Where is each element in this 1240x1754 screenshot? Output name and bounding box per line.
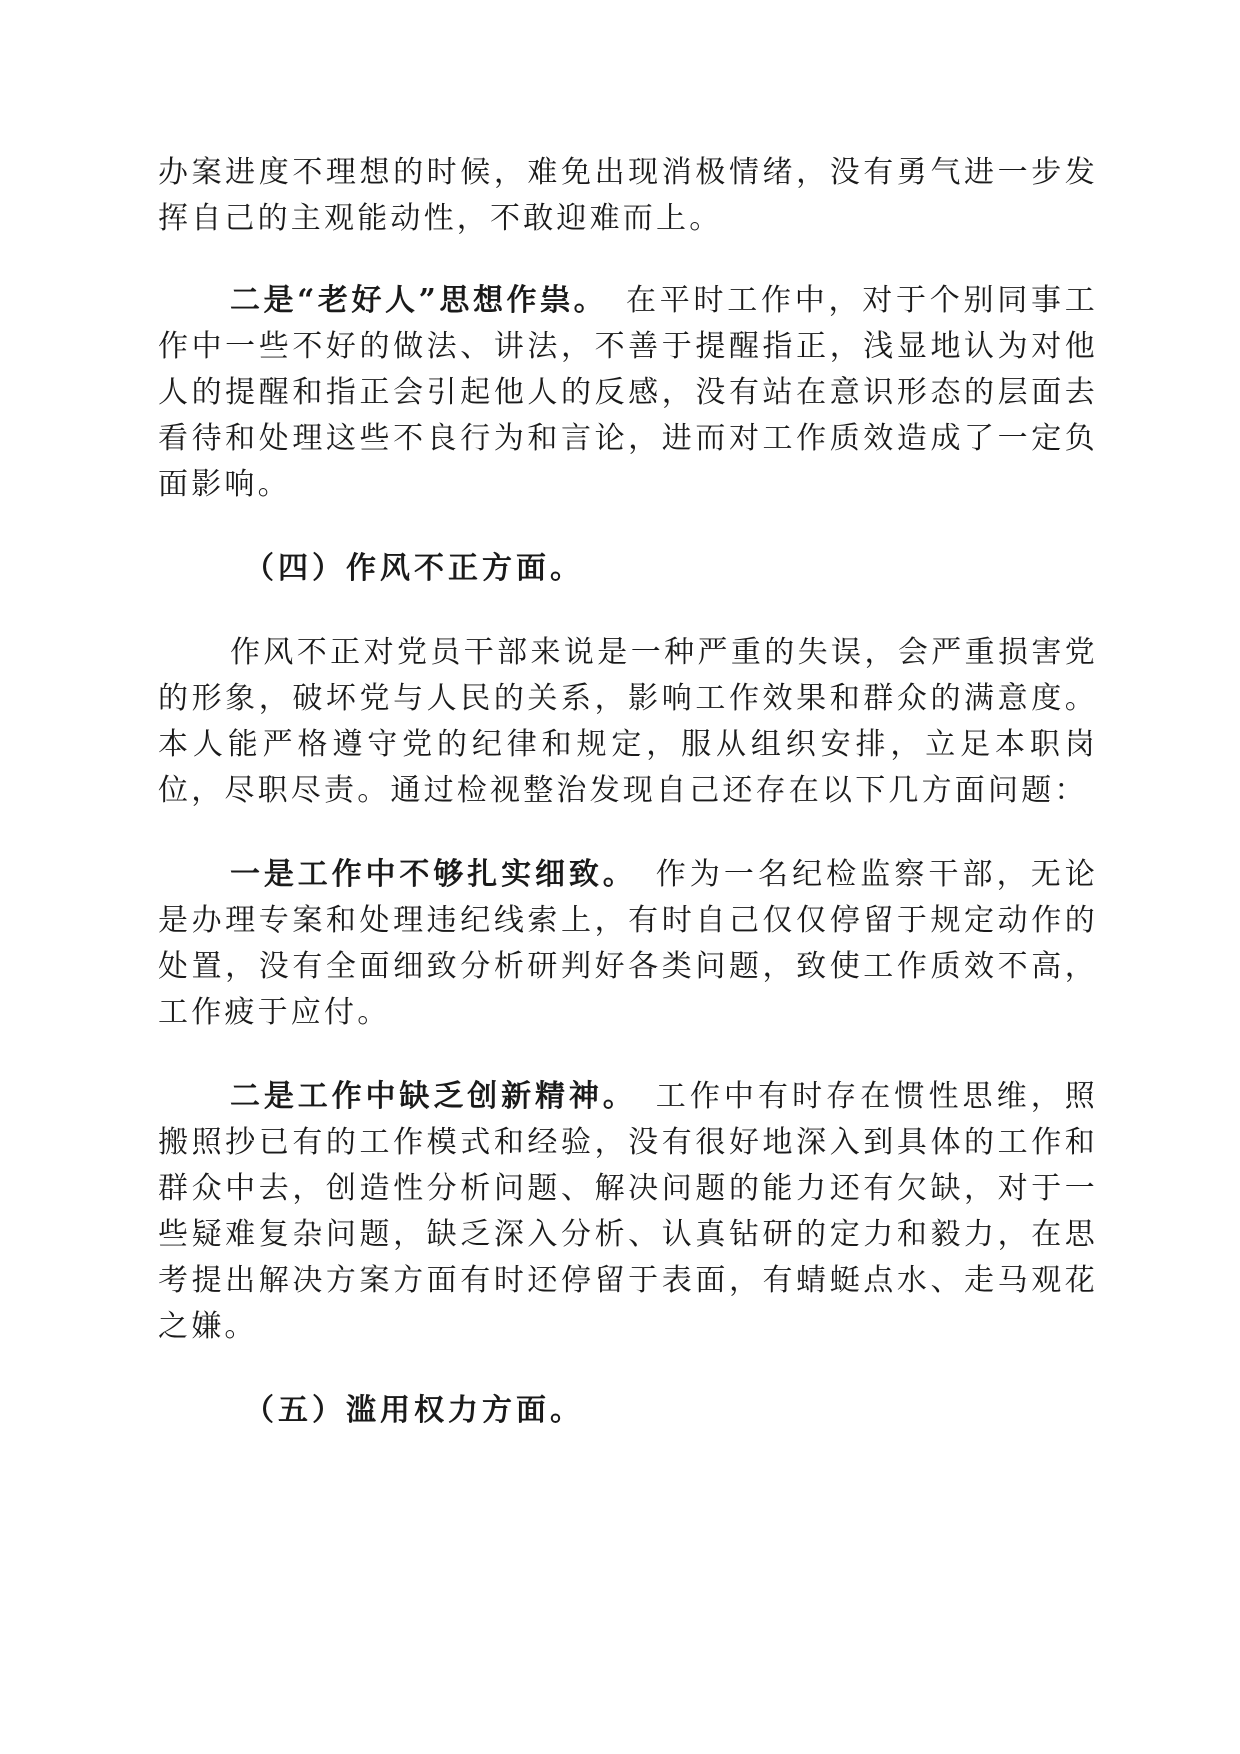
paragraph-lead: 二是“老好人”思想作祟。 [230, 283, 608, 318]
paragraph-body: 作为一名纪检监察干部，无论是办理专案和处理违纪线索上，有时自己仅仅停留于规定动作的处置，没有全面细致分析研判好各类问题，致使工作质效不高，工作疲于应付。 [158, 857, 1098, 1030]
paragraph-body: 在平时工作中，对于个别同事工作中一些不好的做法、讲法，不善于提醒指正，浅显地认为对他人的提醒和指正会引起他人的反感，没有站在意识形态的层面去看待和处理这些不良行为和言论，进而对工作质效造成了一定负面影响。 [158, 283, 1098, 502]
section-heading-4: （四）作风不正方面。 [244, 551, 584, 586]
paragraph-lead: 二是工作中缺乏创新精神。 [230, 1079, 637, 1114]
section-heading-5: （五）滥用权力方面。 [244, 1393, 584, 1428]
paragraph-zhashi [158, 852, 1098, 1036]
paragraph-laohaoren [158, 278, 1098, 508]
paragraph-chuangxin [158, 1074, 1098, 1350]
paragraph-lead: 一是工作中不够扎实细致。 [230, 857, 637, 892]
paragraph-body: 工作中有时存在惯性思维，照搬照抄已有的工作模式和经验，没有很好地深入到具体的工作和群众中去，创造性分析问题、解决问题的能力还有欠缺，对于一些疑难复杂问题，缺乏深入分析、认真钻研的定力和毅力，在思考提出解决方案方面有时还停留于表面，有蜻蜓点水、走马观花之嫌。 [158, 1079, 1098, 1344]
paragraph-continuation: 办案进度不理想的时候，难免出现消极情绪，没有勇气进一步发挥自己的主观能动性，不敢迎难而上。 [158, 155, 1098, 236]
paragraph-zuofeng: 作风不正对党员干部来说是一种严重的失误，会严重损害党的形象，破坏党与人民的关系，影响工作效果和群众的满意度。本人能严格遵守党的纪律和规定，服从组织安排，立足本职岗位，尽职尽责。通过检视整治发现自己还存在以下几方面问题： [158, 635, 1098, 808]
document-page [158, 150, 1098, 1434]
